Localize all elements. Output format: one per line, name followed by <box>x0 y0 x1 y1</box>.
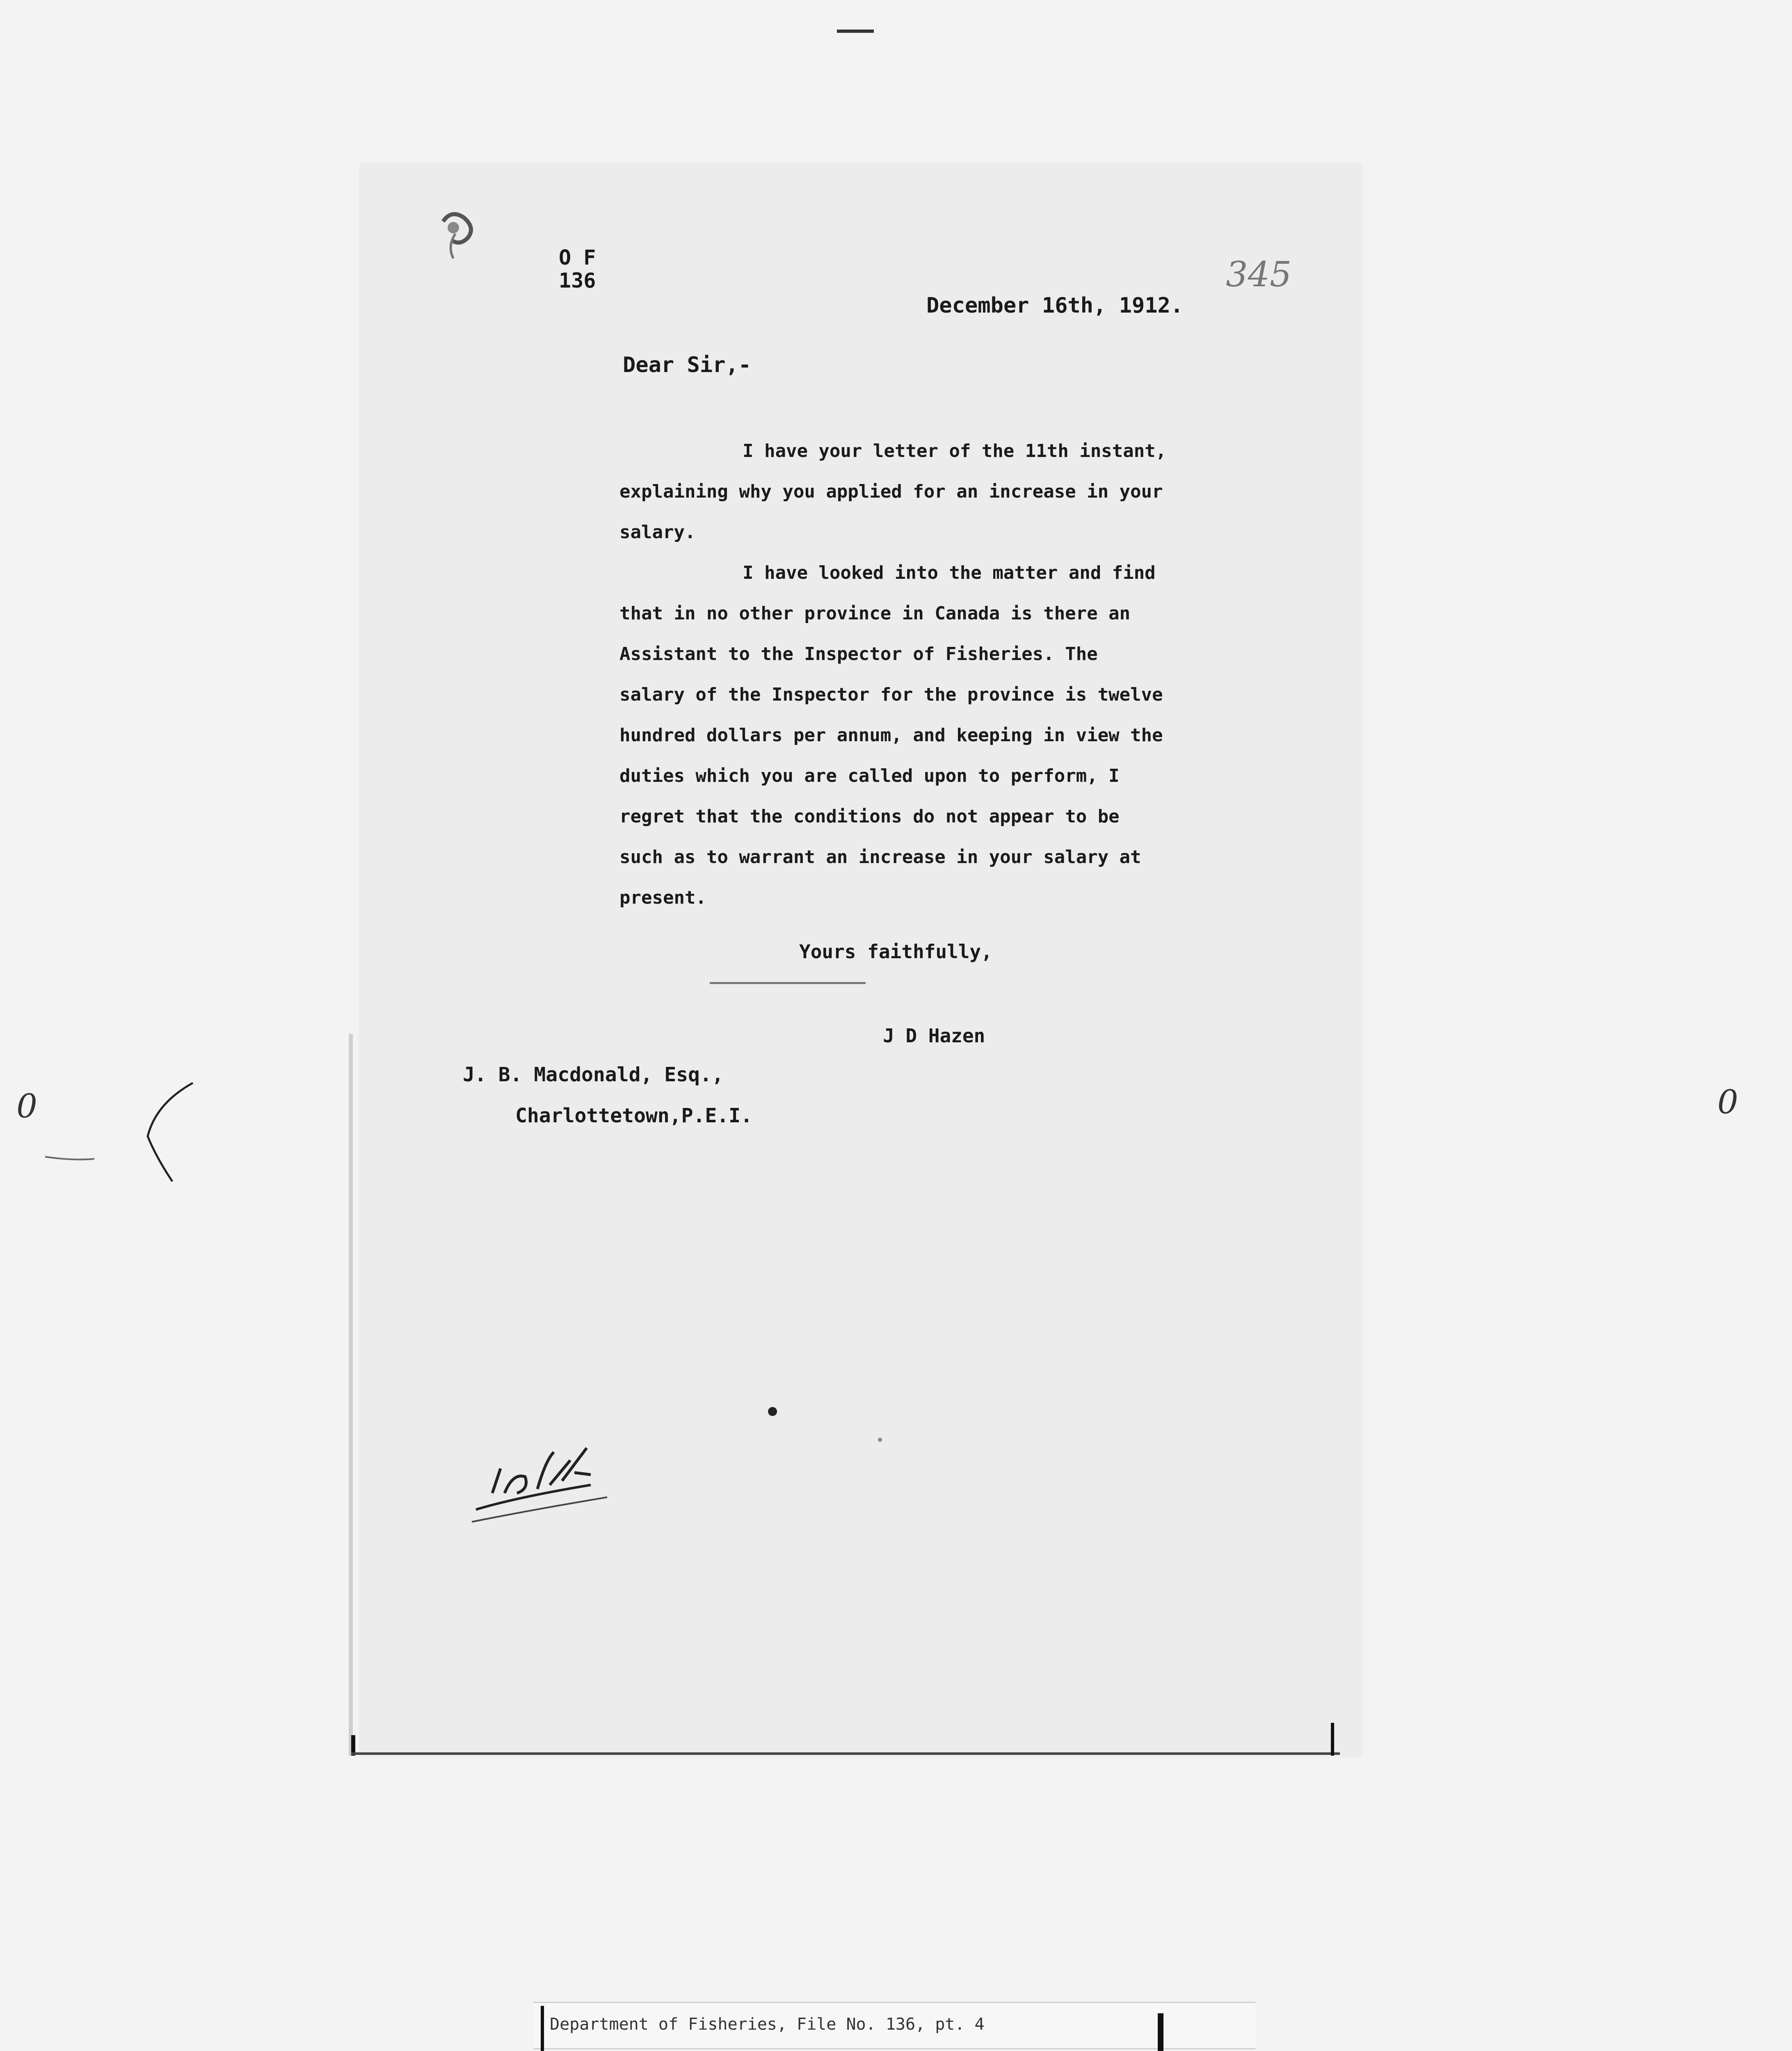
recipient-name: J. B. Macdonald, Esq., <box>463 1063 724 1086</box>
closing-rule <box>710 982 866 984</box>
closing: Yours faithfully, <box>799 941 992 963</box>
sheet-corner-right <box>1331 1723 1334 1756</box>
label-bracket-right <box>1158 2013 1163 2051</box>
label-bracket-left <box>541 2006 544 2051</box>
stray-mark <box>768 1407 777 1416</box>
sheet-shadow-edge <box>349 1034 353 1756</box>
archive-file-reference: Department of Fisheries, File No. 136, pt. 4 <box>550 2015 985 2034</box>
film-top-mark <box>837 30 874 33</box>
recipient-city: Charlottetown,P.E.I. <box>515 1104 752 1127</box>
signature: J D Hazen <box>883 1025 985 1047</box>
margin-note-left: 0 <box>16 1087 37 1125</box>
file-reference: O F 136 <box>559 246 596 292</box>
stray-mark <box>878 1438 882 1442</box>
paragraph-2: I have looked into the matter and find that in no other province in Canada is there an Assistant to the Inspector of Fisheries. The salary of the Inspector for the province is twelve hundred dollars per annum, and keeping in view the duties which you are called upon to perform, I regret that the conditions do not appear to be such as to warrant an increase in your salary at present. <box>619 562 1163 908</box>
margin-note-right: 0 <box>1717 1083 1738 1121</box>
margin-bracket <box>33 1079 205 1185</box>
letter-body <box>619 431 1259 918</box>
sheet-bottom-edge <box>351 1752 1340 1755</box>
paragraph-1: I have your letter of the 11th instant, explaining why you applied for an increase in your salary. <box>619 441 1167 543</box>
page-number-handwritten: 345 <box>1226 254 1292 295</box>
salutation: Dear Sir,- <box>623 353 752 377</box>
handwritten-initials <box>468 1436 615 1534</box>
paperclip-icon <box>431 205 484 271</box>
letter-date: December 16th, 1912. <box>926 293 1184 318</box>
